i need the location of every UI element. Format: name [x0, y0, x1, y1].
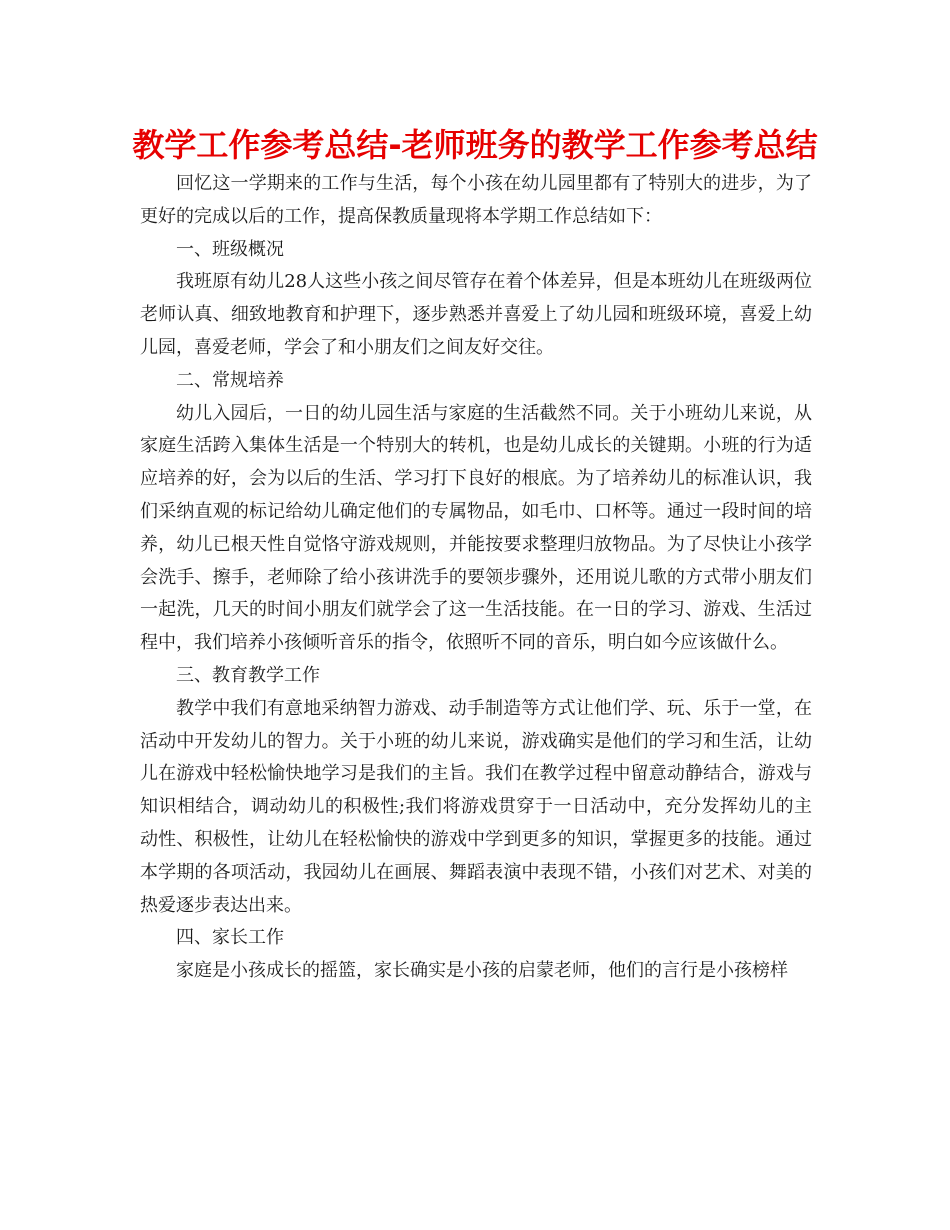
section-paragraph-teaching-work: 教学中我们有意地采纳智力游戏、动手制造等方式让他们学、玩、乐于一堂，在活动中开发幼儿的智力。关于小班的幼儿来说，游戏确实是他们的学习和生活，让幼儿在游戏中轻松愉快地学习是我们的主旨。我们在教学过程中留意动静结合，游戏与知识相结合，调动幼儿的积极性;我们将游戏贯穿于一日活动中，充分发挥幼儿的主动性、积极性，让幼儿在轻松愉快的游戏中学到更多的知识，掌握更多的技能。通过本学期的各项活动，我园幼儿在画展、舞蹈表演中表现不错，小孩们对艺术、对美的热爱逐步表达出来。 [140, 697, 812, 916]
document-body [140, 168, 812, 988]
section-paragraph-parent-work: 家庭是小孩成长的摇篮，家长确实是小孩的启蒙老师，他们的言行是小孩榜样 [176, 960, 788, 982]
section-paragraph-routine-training: 幼儿入园后，一日的幼儿园生活与家庭的生活截然不同。关于小班幼儿来说，从家庭生活跨入集体生活是一个特别大的转机，也是幼儿成长的关键期。小班的行为适应培养的好，会为以后的生活、学习打下良好的根底。为了培养幼儿的标准认识，我们采纳直观的标记给幼儿确定他们的专属物品，如毛巾、口杯等。通过一段时间的培养，幼儿已根天性自觉恪守游戏规则，并能按要求整理归放物品。为了尽快让小孩学会洗手、擦手，老师除了给小孩讲洗手的要领步骤外，还用说儿歌的方式带小朋友们一起洗，几天的时间小朋友们就学会了这一生活技能。在一日的学习、游戏、生活过程中，我们培养小孩倾听音乐的指令，依照听不同的音乐，明白如今应该做什么。 [140, 402, 812, 654]
section-heading-teaching-work: 三、教育教学工作 [176, 664, 320, 686]
section-heading-class-overview: 一、班级概况 [176, 238, 284, 260]
section-heading-routine-training: 二、常规培养 [176, 369, 284, 391]
section-paragraph-class-overview: 我班原有幼儿28人这些小孩之间尽管存在着个体差异，但是本班幼儿在班级两位老师认真、细致地教育和护理下，逐步熟悉并喜爱上了幼儿园和班级环境，喜爱上幼儿园，喜爱老师，学会了和小朋友们之间友好交往。 [140, 271, 812, 358]
intro-paragraph: 回忆这一学期来的工作与生活，每个小孩在幼儿园里都有了特别大的进步，为了更好的完成以后的工作，提高保教质量现将本学期工作总结如下： [140, 173, 812, 227]
section-heading-parent-work: 四、家长工作 [176, 927, 284, 949]
document-title: 教学工作参考总结-老师班务的教学工作参考总结 [132, 126, 818, 164]
